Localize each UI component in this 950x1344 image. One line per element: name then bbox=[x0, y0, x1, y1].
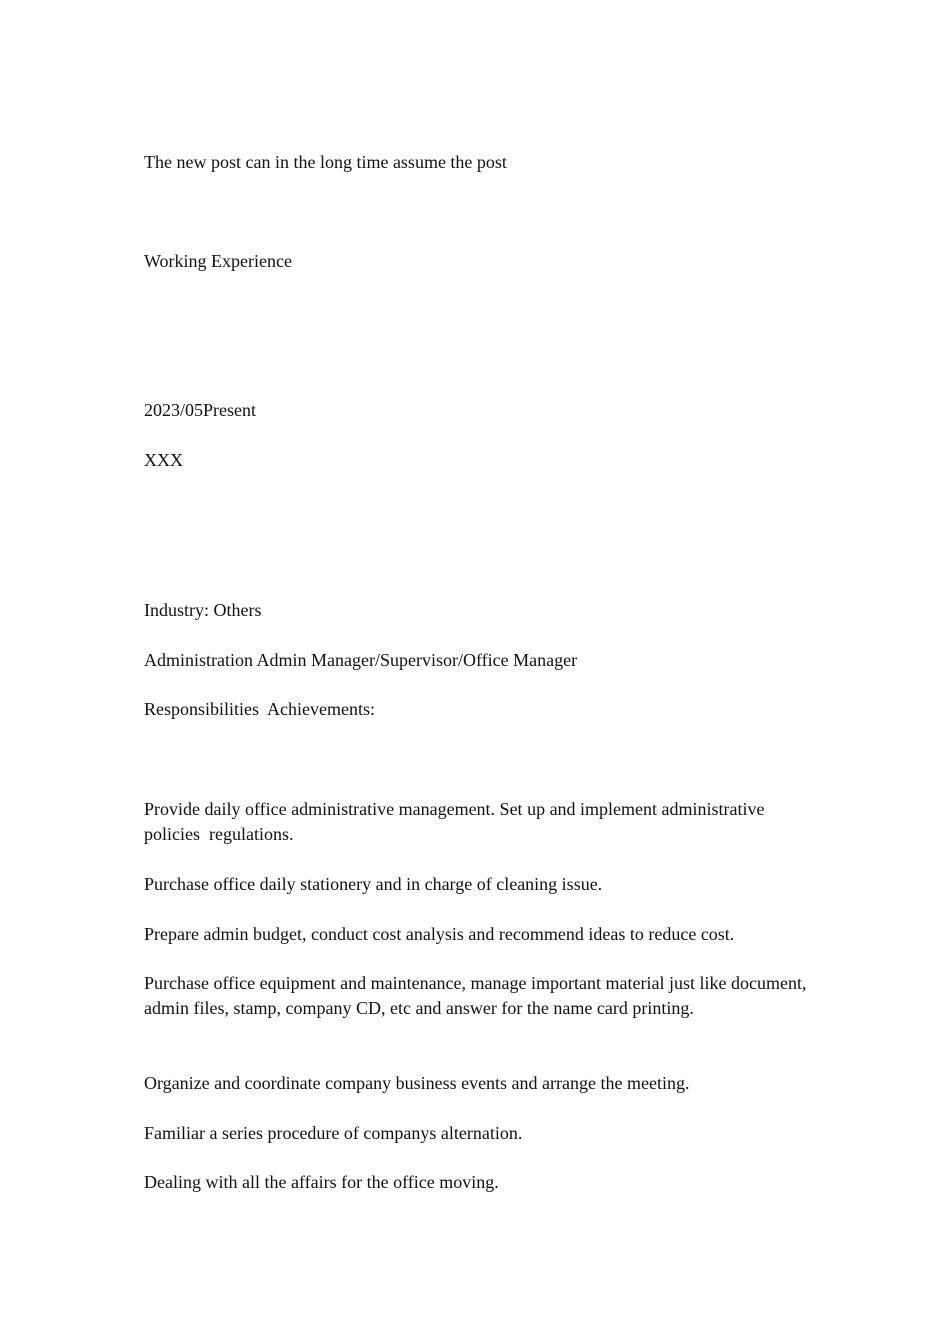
industry-line: Industry: Others bbox=[144, 600, 262, 620]
position-line: Administration Admin Manager/Supervisor/Office Manager bbox=[144, 650, 578, 670]
section-title: Working Experience bbox=[144, 251, 292, 271]
employment-period: 2023/05Present bbox=[144, 400, 256, 420]
responsibility-item: Purchase office daily stationery and in charge of cleaning issue. bbox=[144, 874, 603, 894]
responsibility-item: Prepare admin budget, conduct cost analysis and recommend ideas to reduce cost. bbox=[144, 924, 735, 944]
responsibilities-heading: Responsibilities Achievements: bbox=[144, 699, 375, 719]
company-name: XXX bbox=[144, 450, 183, 470]
intro-text: The new post can in the long time assume the post bbox=[144, 152, 507, 172]
responsibility-item: Purchase office equipment and maintenance, manage important material just like document, admin files, stamp, company CD, etc and answer for the name card printing. bbox=[144, 973, 811, 1018]
responsibility-item: Dealing with all the affairs for the office moving. bbox=[144, 1172, 499, 1192]
responsibility-item: Organize and coordinate company business events and arrange the meeting. bbox=[144, 1073, 690, 1093]
responsibility-item: Familiar a series procedure of companys alternation. bbox=[144, 1123, 523, 1143]
responsibility-item: Provide daily office administrative management. Set up and implement administrative policies regulations. bbox=[144, 799, 770, 844]
